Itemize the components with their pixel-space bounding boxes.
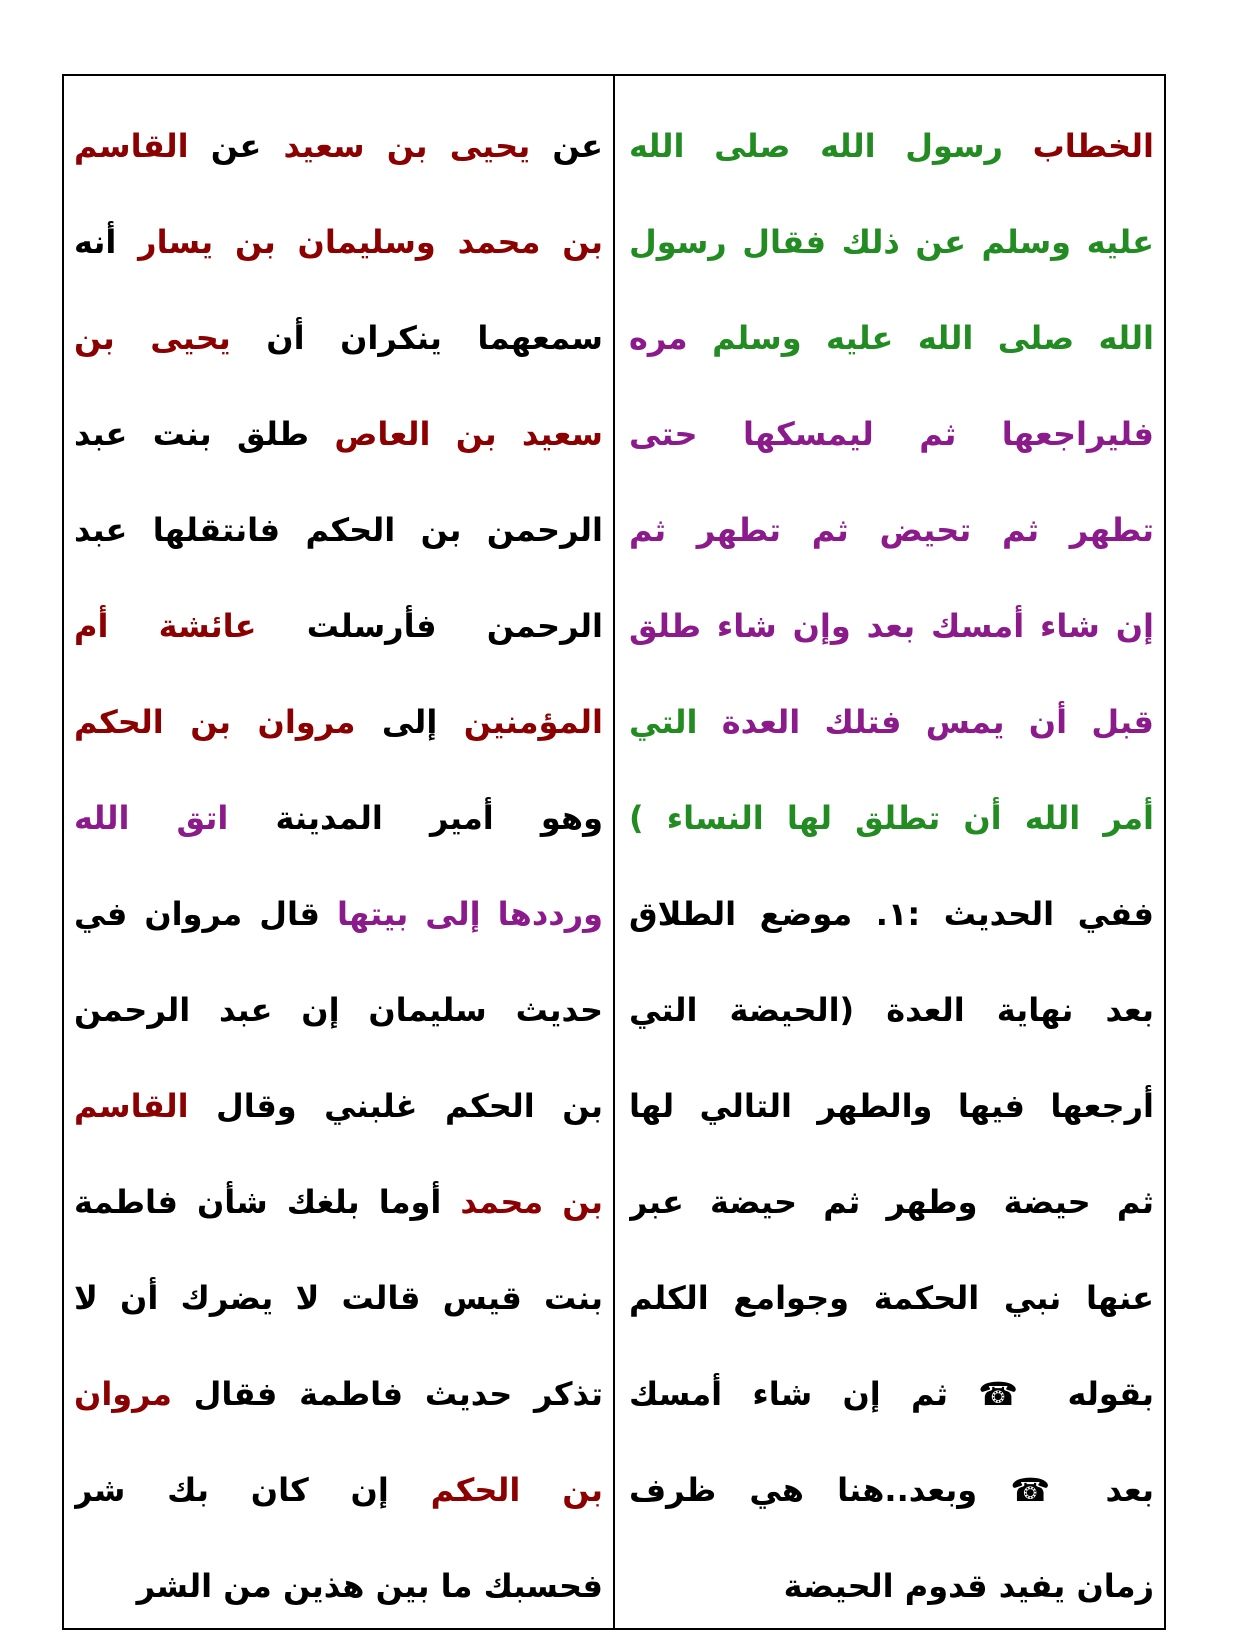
left-column-line	[74, 1154, 603, 1250]
page-frame	[62, 74, 1166, 1630]
left-column-text-segment: الرحمن بن الحكم فانتقلها عبد	[74, 511, 603, 549]
right-column-line	[629, 866, 1154, 962]
left-column-line	[74, 98, 603, 194]
right-text-column	[615, 76, 1164, 1628]
left-column-text-segment: ورددها إلى بيتها	[336, 895, 603, 933]
right-column-text-segment: مره	[629, 319, 713, 357]
left-column-text-segment: بن محمد	[460, 1183, 603, 1221]
left-column-line	[74, 194, 603, 290]
left-column-text-segment: إن كان بك شر	[74, 1471, 431, 1509]
right-column-text-segment: بعد ☎ وبعد..هنا هي ظرف	[629, 1471, 1154, 1509]
left-column-text-segment: اتق الله	[74, 799, 229, 837]
left-column-line	[74, 1346, 603, 1442]
right-column-text-segment: فليراجعها ثم ليمسكها حتى	[629, 415, 1154, 453]
left-column-text-segment: سعيد بن العاص	[334, 415, 603, 453]
left-column-line	[74, 1538, 603, 1634]
right-column-line	[629, 194, 1154, 290]
right-column-text-segment: قبل أن يمس فتلك العدة	[697, 703, 1154, 741]
left-column-text-segment: تذكر حديث فاطمة فقال	[171, 1375, 603, 1413]
left-column-text-segment: قال مروان في	[74, 895, 337, 933]
left-column-text-segment: مروان بن الحكم	[74, 703, 356, 741]
left-column-line	[74, 1058, 603, 1154]
right-column-text-segment: عليه وسلم عن ذلك فقال رسول	[629, 223, 1154, 261]
right-column-line	[629, 770, 1154, 866]
right-column-text-segment: زمان يفيد قدوم الحيضة	[783, 1567, 1154, 1605]
left-column-text-segment: إلى	[355, 703, 464, 741]
left-column-text-segment: القاسم	[74, 1087, 189, 1125]
right-column-text-segment: إن شاء أمسك بعد وإن شاء طلق	[629, 607, 1154, 645]
left-column-line	[74, 1250, 603, 1346]
right-column-line	[629, 674, 1154, 770]
left-column-text-segment: عن	[530, 127, 603, 165]
right-column-line	[629, 98, 1154, 194]
right-column-text-segment: ثم حيضة وطهر ثم حيضة عبر	[629, 1183, 1154, 1221]
right-column-line	[629, 1442, 1154, 1538]
left-column-line	[74, 770, 603, 866]
left-column-line	[74, 866, 603, 962]
left-column-line	[74, 386, 603, 482]
right-column-text-segment: أرجعها فيها والطهر التالي لها	[629, 1087, 1154, 1125]
left-column-text-segment: بن الحكم غلبني وقال	[188, 1087, 603, 1125]
left-column-text-segment: حديث سليمان إن عبد الرحمن	[74, 991, 603, 1029]
left-column-text-segment: يحيى بن سعيد	[283, 127, 531, 165]
left-column-line	[74, 482, 603, 578]
right-column-line	[629, 1154, 1154, 1250]
right-column-text-segment: الخطاب	[1032, 127, 1154, 165]
left-column-text-segment: عن	[188, 127, 284, 165]
right-column-text-segment: الله صلى الله عليه وسلم	[712, 319, 1154, 357]
left-column-line	[74, 290, 603, 386]
left-column-text-segment: أوما بلغك شأن فاطمة	[74, 1183, 461, 1221]
left-column-text-segment: الرحمن فأرسلت	[256, 607, 603, 645]
right-column-line	[629, 962, 1154, 1058]
left-column-text-segment: بن الحكم	[430, 1471, 603, 1509]
left-column-line	[74, 578, 603, 674]
right-column-text-segment: بعد نهاية العدة (الحيضة التي	[629, 991, 1154, 1029]
right-column-line	[629, 386, 1154, 482]
right-column-text-segment: عنها نبي الحكمة وجوامع الكلم	[629, 1279, 1154, 1317]
right-column-text-segment: التي	[629, 703, 698, 741]
left-text-column	[64, 76, 615, 1628]
right-column-line	[629, 1346, 1154, 1442]
left-column-text-segment: سمعهما ينكران أن	[230, 319, 603, 357]
left-column-text-segment: عائشة أم	[74, 607, 257, 645]
right-column-text-segment: بقوله ☎ ثم إن شاء أمسك	[629, 1375, 1154, 1413]
left-column-text-segment: القاسم	[74, 127, 189, 165]
left-column-text-segment: طلق بنت عبد	[74, 415, 335, 453]
left-column-text-segment: بن محمد وسليمان بن يسار	[138, 223, 603, 261]
right-column-line	[629, 578, 1154, 674]
right-column-text-segment: رسول الله صلى الله	[629, 127, 1033, 165]
right-column-line	[629, 482, 1154, 578]
left-column-line	[74, 674, 603, 770]
left-column-text-segment: يحيى بن	[74, 319, 231, 357]
right-column-text-segment: ففي الحديث :١. موضع الطلاق	[629, 895, 1154, 933]
left-column-text-segment: فحسبك ما بين هذين من الشر	[136, 1567, 603, 1605]
left-column-text-segment: مروان	[74, 1375, 172, 1413]
left-column-line	[74, 962, 603, 1058]
right-column-line	[629, 290, 1154, 386]
right-column-text-segment: أمر الله أن تطلق لها النساء )	[629, 799, 1154, 837]
right-column-line	[629, 1538, 1154, 1634]
left-column-text-segment: المؤمنين	[463, 703, 603, 741]
left-column-text-segment: أنه	[74, 223, 139, 261]
right-column-text-segment: تطهر ثم تحيض ثم تطهر ثم	[629, 511, 1154, 549]
left-column-line	[74, 1442, 603, 1538]
left-column-text-segment: بنت قيس قالت لا يضرك أن لا	[74, 1279, 603, 1317]
right-column-line	[629, 1058, 1154, 1154]
left-column-text-segment: وهو أمير المدينة	[228, 799, 603, 837]
right-column-line	[629, 1250, 1154, 1346]
